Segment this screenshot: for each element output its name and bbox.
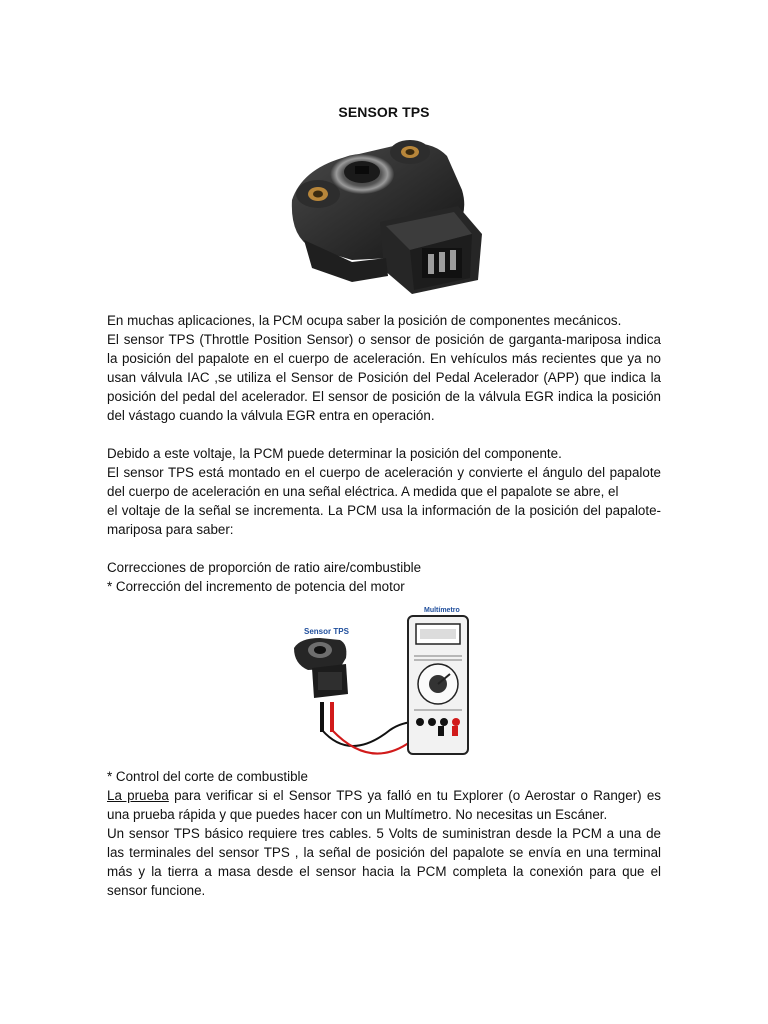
paragraph-voltage: Debido a este voltaje, la PCM puede determinar la posición del componente. <box>107 446 562 461</box>
paragraph-intro: En muchas aplicaciones, la PCM ocupa saber la posición de componentes mecánicos. <box>107 313 622 328</box>
body-text-block-2 <box>107 767 661 900</box>
multimeter-label: Multímetro <box>424 607 460 614</box>
list-item-fuel-cut: * Control del corte de combustible <box>107 769 308 784</box>
paragraph-test-text: para verificar si el Sensor TPS ya falló en tu Explorer (o Aerostar o Ranger) es una prueba rápida y que puedes hacer con un Multímetro. No necesitas un Escáner. <box>107 788 661 822</box>
paragraph-tps-definition: El sensor TPS (Throttle Position Sensor) o sensor de posición de garganta-mariposa indica la posición del papalote en el cuerpo de aceleración. En vehículos más recientes que ya no usan válvula IAC ,se utiliza el Sensor de Posición del Pedal Acelerador (APP) que indica la posición del pedal del acelerador. El sensor de posición de la válvula EGR indica la posición del vástago cuando la válvula EGR entra en operación. <box>107 332 661 423</box>
body-text-block-1 <box>107 311 661 596</box>
tps-sensor-photo <box>282 130 490 302</box>
list-item-ratio: Correcciones de proporción de ratio aire/combustible <box>107 560 422 575</box>
list-item-power: * Corrección del incremento de potencia del motor <box>107 579 405 594</box>
small-sensor-icon <box>294 638 348 698</box>
page-title: SENSOR TPS <box>338 104 430 120</box>
la-prueba-link[interactable]: La prueba <box>107 788 169 803</box>
paragraph-test <box>107 786 661 824</box>
tps-multimeter-diagram <box>290 602 482 762</box>
paragraph-mounting-b: el voltaje de la señal se incrementa. La PCM usa la información de la posición del papalote-mariposa para saber: <box>107 503 661 537</box>
paragraph-mounting-a: El sensor TPS está montado en el cuerpo de aceleración y convierte el ángulo del papalote del cuerpo de aceleración en una señal eléctrica. A medida que el papalote se abre, el <box>107 465 661 499</box>
multimeter-icon <box>408 616 468 754</box>
sensor-tps-label: Sensor TPS <box>304 627 349 636</box>
paragraph-cables: Un sensor TPS básico requiere tres cables. 5 Volts de suministran desde la PCM a una de las terminales del sensor TPS , la señal de posición del papalote se envía en una terminal más y la tierra a masa desde el sensor hacia la PCM completa la conexión para que el sensor funcione. <box>107 826 661 898</box>
